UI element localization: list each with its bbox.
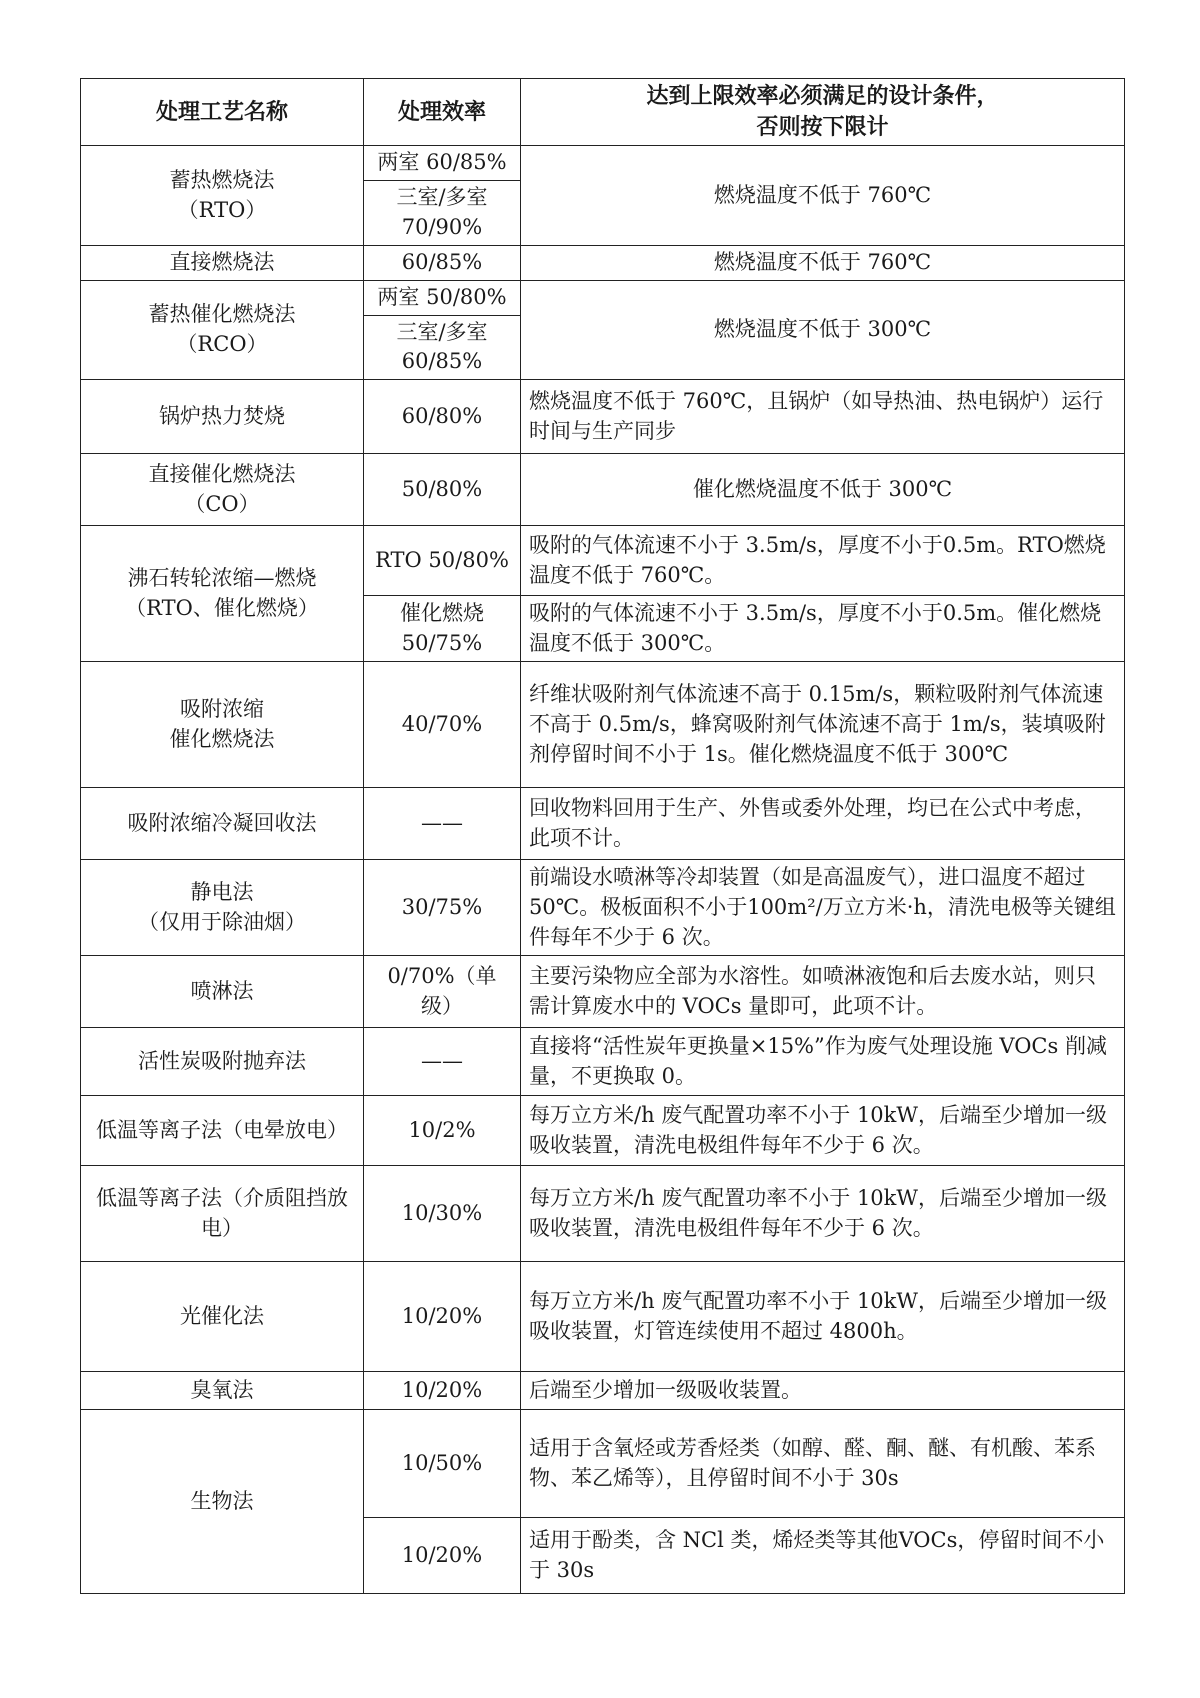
condition-cell: 适用于含氧烃或芳香烃类（如醇、醛、酮、醚、有机酸、苯系物、苯乙烯等），且停留时间不小于 30s (521, 1410, 1125, 1518)
table-row (81, 956, 1125, 1028)
header-row (81, 79, 1125, 146)
condition-cell: 后端至少增加一级吸收装置。 (521, 1372, 1125, 1410)
condition-cell: 燃烧温度不低于 300℃ (521, 280, 1125, 379)
table-row (81, 1166, 1125, 1262)
efficiency-cell: 60/80% (364, 380, 521, 454)
header-efficiency: 处理效率 (364, 79, 521, 146)
process-name-cell (81, 454, 364, 526)
condition-cell: 纤维状吸附剂气体流速不高于 0.15m/s，颗粒吸附剂气体流速不高于 0.5m/s，蜂窝吸附剂气体流速不高于 1m/s，装填吸附剂停留时间不小于 1s。催化燃烧温度不低于 300℃ (521, 662, 1125, 788)
efficiency-cell: 两室 50/80% (364, 280, 521, 315)
process-name-cell: 光催化法 (81, 1262, 364, 1372)
efficiency-cell (364, 315, 521, 380)
table-row (81, 454, 1125, 526)
efficiency-cell: 10/20% (364, 1518, 521, 1594)
header-condition-line2: 否则按下限计 (756, 114, 889, 141)
table-row (81, 662, 1125, 788)
process-name-cell (81, 860, 364, 956)
efficiency-line1: 三室/多室 (396, 319, 488, 344)
header-process-name: 处理工艺名称 (81, 79, 364, 146)
process-name-line1: 蓄热燃烧法 (169, 167, 275, 192)
header-condition-line1: 达到上限效率必须满足的设计条件， (646, 83, 999, 109)
efficiency-line2: 70/90% (401, 215, 483, 240)
condition-cell: 直接将“活性炭年更换量×15%”作为废气处理设施 VOCs 削减量，不更换取 0。 (521, 1028, 1125, 1096)
process-name-cell: 锅炉热力焚烧 (81, 380, 364, 454)
table-row (81, 1410, 1125, 1518)
header-design-condition (521, 79, 1125, 146)
table-row (81, 1262, 1125, 1372)
process-name-line2: （CO） (184, 491, 260, 516)
process-name-cell: 吸附浓缩冷凝回收法 (81, 788, 364, 860)
efficiency-line2: 60/85% (401, 349, 483, 374)
process-name-cell: 臭氧法 (81, 1372, 364, 1410)
process-name-line2: （仅用于除油烟） (138, 909, 306, 934)
process-name-cell (81, 526, 364, 662)
efficiency-cell: 10/30% (364, 1166, 521, 1262)
table-row (81, 380, 1125, 454)
efficiency-cell: 60/85% (364, 245, 521, 280)
table-row (81, 146, 1125, 181)
efficiency-cell: 30/75% (364, 860, 521, 956)
condition-cell: 回收物料回用于生产、外售或委外处理，均已在公式中考虑，此项不计。 (521, 788, 1125, 860)
table-row (81, 788, 1125, 860)
condition-cell: 每万立方米/h 废气配置功率不小于 10kW，后端至少增加一级吸收装置，清洗电极组件每年不少于 6 次。 (521, 1096, 1125, 1166)
efficiency-cell: 50/80% (364, 454, 521, 526)
process-name-line1: 直接催化燃烧法 (148, 461, 296, 486)
efficiency-cell: 10/50% (364, 1410, 521, 1518)
process-name-line1: 蓄热催化燃烧法 (148, 302, 296, 327)
process-name-line2: （RTO） (177, 197, 267, 222)
process-name-line2: 催化燃烧法 (169, 726, 275, 751)
efficiency-line1: 催化燃烧 (400, 600, 484, 625)
condition-cell: 催化燃烧温度不低于 300℃ (521, 454, 1125, 526)
efficiency-cell: 两室 60/85% (364, 146, 521, 181)
process-name-cell: 低温等离子法（电晕放电） (81, 1096, 364, 1166)
process-name-line2: （RCO） (176, 331, 268, 356)
efficiency-cell: 10/20% (364, 1372, 521, 1410)
efficiency-cell: 40/70% (364, 662, 521, 788)
efficiency-cell: —— (364, 788, 521, 860)
efficiency-cell: 10/20% (364, 1262, 521, 1372)
efficiency-cell (364, 181, 521, 246)
condition-cell: 主要污染物应全部为水溶性。如喷淋液饱和后去废水站，则只需计算废水中的 VOCs 量即可，此项不计。 (521, 956, 1125, 1028)
condition-cell: 前端设水喷淋等冷却装置（如是高温废气），进口温度不超过 50℃。极板面积不小于100m²/万立方米·h，清洗电极等关键组件每年不少于 6 次。 (521, 860, 1125, 956)
process-name-cell: 直接燃烧法 (81, 245, 364, 280)
condition-cell: 适用于酚类，含 NCl 类，烯烃类等其他VOCs，停留时间不小于 30s (521, 1518, 1125, 1594)
process-name-cell: 喷淋法 (81, 956, 364, 1028)
process-name-line1: 吸附浓缩 (180, 696, 264, 721)
efficiency-cell: RTO 50/80% (364, 526, 521, 596)
condition-cell: 燃烧温度不低于 760℃ (521, 146, 1125, 245)
process-efficiency-table-container (80, 78, 1124, 1594)
table-row (81, 1028, 1125, 1096)
process-efficiency-table (80, 78, 1125, 1594)
table-row (81, 1372, 1125, 1410)
condition-cell: 燃烧温度不低于 760℃，且锅炉（如导热油、热电锅炉）运行时间与生产同步 (521, 380, 1125, 454)
table-row (81, 526, 1125, 596)
process-name-cell (81, 146, 364, 245)
condition-cell: 吸附的气体流速不小于 3.5m/s，厚度不小于0.5m。催化燃烧温度不低于 300℃。 (521, 596, 1125, 662)
efficiency-line1: 三室/多室 (396, 185, 488, 210)
efficiency-line2: 50/75% (401, 630, 483, 655)
process-name-cell: 活性炭吸附抛弃法 (81, 1028, 364, 1096)
table-row (81, 1096, 1125, 1166)
efficiency-cell: —— (364, 1028, 521, 1096)
condition-cell: 每万立方米/h 废气配置功率不小于 10kW，后端至少增加一级吸收装置，灯管连续使用不超过 4800h。 (521, 1262, 1125, 1372)
efficiency-cell: 10/2% (364, 1096, 521, 1166)
process-name-cell (81, 662, 364, 788)
process-name-line2: （RTO、催化燃烧） (125, 595, 319, 620)
process-name-line1: 静电法 (190, 879, 254, 904)
process-name-line1: 沸石转轮浓缩—燃烧 (127, 565, 317, 590)
efficiency-cell: 0/70%（单级） (364, 956, 521, 1028)
efficiency-cell (364, 596, 521, 662)
table-row (81, 280, 1125, 315)
process-name-cell: 生物法 (81, 1410, 364, 1594)
process-name-cell: 低温等离子法（介质阻挡放电） (81, 1166, 364, 1262)
condition-cell: 燃烧温度不低于 760℃ (521, 245, 1125, 280)
process-name-cell (81, 280, 364, 379)
table-row (81, 245, 1125, 280)
table-row (81, 860, 1125, 956)
condition-cell: 吸附的气体流速不小于 3.5m/s，厚度不小于0.5m。RTO燃烧温度不低于 760℃。 (521, 526, 1125, 596)
condition-cell: 每万立方米/h 废气配置功率不小于 10kW，后端至少增加一级吸收装置，清洗电极组件每年不少于 6 次。 (521, 1166, 1125, 1262)
